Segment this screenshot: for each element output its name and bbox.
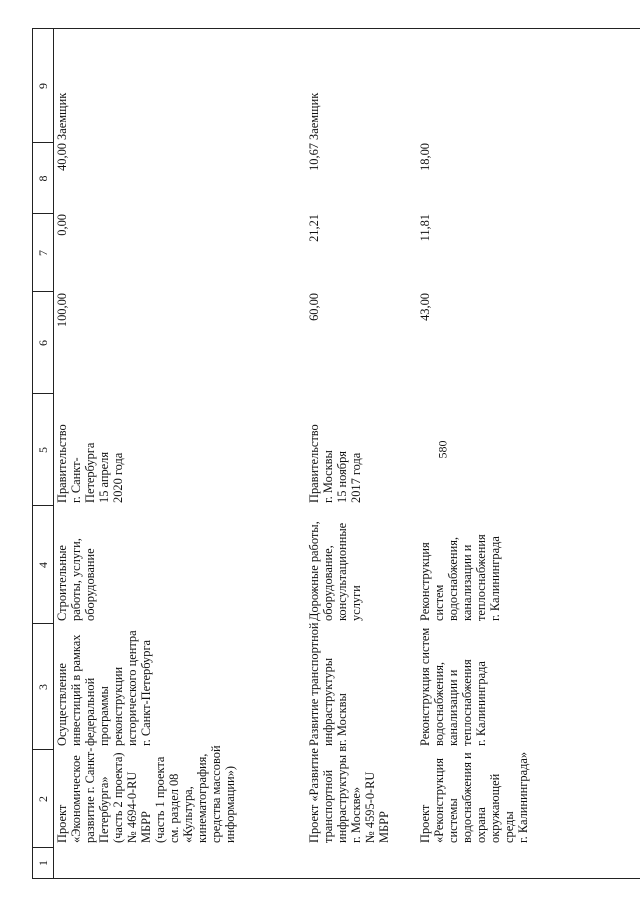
header-col-7: 7 [36,250,50,256]
row2-guarantor: Правительство г. Москвы 15 ноября 2017 года [307,424,363,503]
row1-purchases: Строительные работы, услуги, оборудование [55,538,97,621]
row1-guarantor: Правительство г. Санкт- Петербурга 15 апреля 2020 года [55,424,125,503]
row3-col6: 43,00 [418,293,432,321]
header-bottom-border [53,29,54,879]
row3-purchases: Реконструкция систем водоснабжения, канализации и теплоснабжения г. Калининграда [418,534,502,621]
row2-purchases: Дорожные работы, оборудование, консультационные услуги [307,521,363,621]
header-col-3: 3 [36,684,50,690]
header-col-2: 2 [36,796,50,802]
header-col-9: 9 [36,83,50,89]
table-right-border [32,28,640,29]
row2-col9: Заемщик [307,92,321,140]
row3-name: Проект «Реконструкция системы водоснабжения и охрана окружающей среды г. Калининграда» [418,751,530,843]
row3-col7: 11,81 [418,214,432,242]
row3-col8: 18,00 [418,143,432,171]
row2-col7: 21,21 [307,214,321,242]
row1-goal: Осуществление инвестиций в рамках федеральной программы реконструкции исторического центра г. Санкт-Петербурга [55,630,153,746]
row1-col9: Заемщик [55,92,69,140]
row2-goal: Развитие транспортной инфраструктуры г. Москвы [307,622,349,746]
row3-goal: Реконструкция систем водоснабжения, канализации и теплоснабжения г. Калининграда [418,627,488,746]
row1-name: Проект «Экономическое развитие г. Санкт- Петербурга» (часть 2 проекта) № 4694-0-RU МБРР (часть 1 проекта см. раздел 08 «Культура, кинематография, средства массовой информации») [55,745,237,843]
header-col-5: 5 [36,447,50,453]
header-col-1: 1 [36,860,50,866]
header-col-6: 6 [36,340,50,346]
row2-col6: 60,00 [307,293,321,321]
page-number: 580 [435,440,450,459]
row2-col8: 10,67 [307,143,321,171]
table-left-border [32,878,640,879]
header-col-8: 8 [36,175,50,182]
row1-col7: 0,00 [55,214,69,236]
header-col-4: 4 [36,562,50,568]
row1-col8: 40,00 [55,143,69,171]
row2-name: Проект «Развитие транспортной инфраструктуры в г. Москве» № 4595-0-RU МБРР [307,745,391,843]
row1-col6: 100,00 [55,293,69,328]
